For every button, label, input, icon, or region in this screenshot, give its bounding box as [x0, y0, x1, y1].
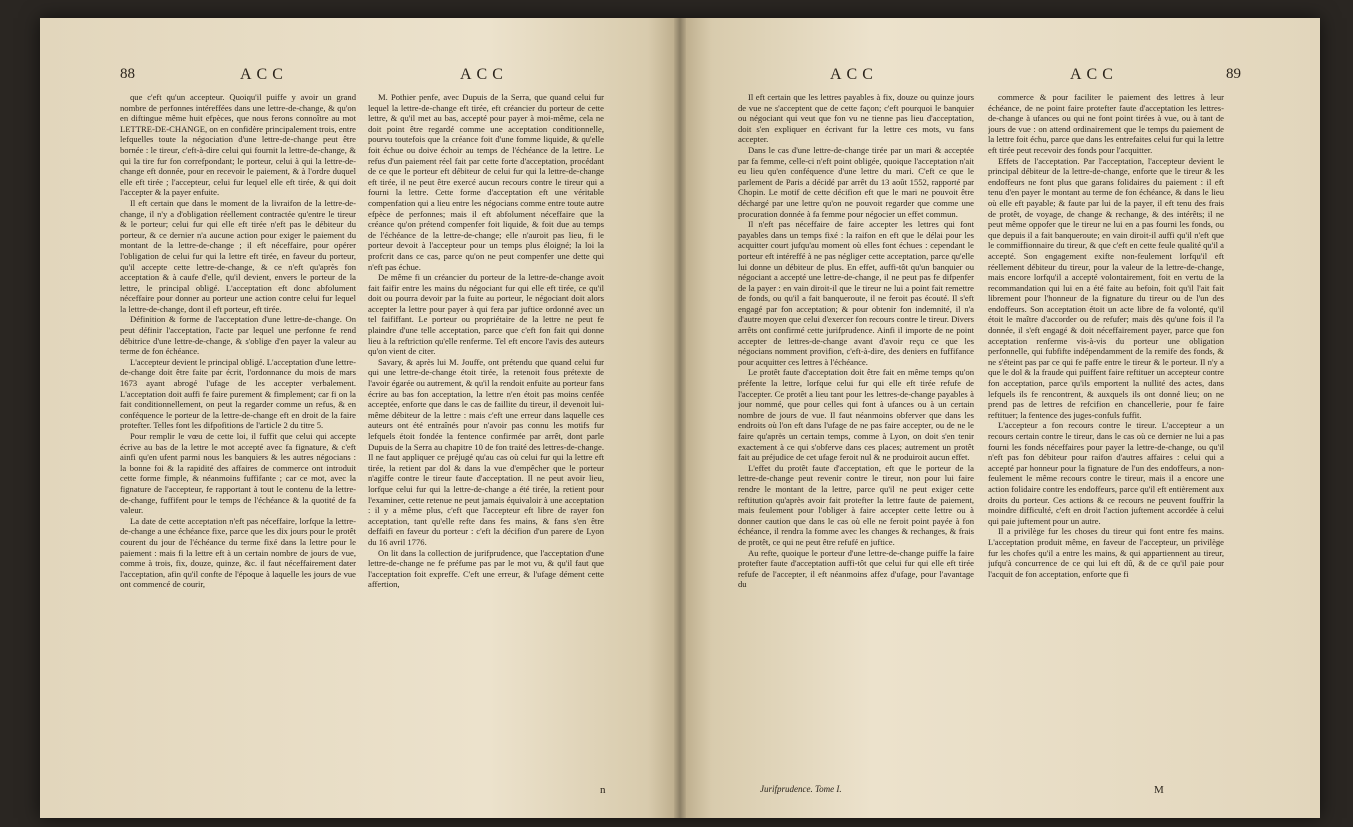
right-page [680, 18, 1320, 818]
paragraph: L'accepteur a fon recours contre le tireur. L'accepteur a un recours certain contre le tireur, dans le cas où ce dernier ne lui a pas fourni les fonds néceffaires pour payer la lettre-de-change, ou qu'il n'eft pas fon débiteur pour raifon d'autres affaires : celui qui a accepté par honneur pour la fignature de l'un des endoffeurs, a non-feulement le même recours contre le tireur, mais il a encore une action folidaire contre les endoffeurs, parce qu'il eft entièrement aux droits du porteur. Ces actions & ce recours ne peuvent fouffrir la moindre difficulté, c'eft en droit l'action juftement accordée à celui qui paie juftement pour un autre. [988, 420, 1224, 526]
paragraph: Dans le cas d'une lettre-de-change tirée par un mari & acceptée par fa femme, celle-ci n'eft point obligée, quoique l'acceptation n'ait eu lieu qu'en conféquence d'une lettre du mari. C'eft ce que le parlement de Paris a décidé par arrêt du 13 août 1552, rapporté par Chopin. Le motif de cette décifion eft que le mari ne pouvoit être déchargé par une lettre qu'on ne pouvoit regarder que comme une procuration donnée à fa femme pour négocier un effet commun. [738, 144, 974, 219]
paragraph: commerce & pour faciliter le paiement des lettres à leur échéance, de ne point faire protefter faute d'acceptation les lettres-de-change à ufances ou qui ne font point tirées à vue, ou à tant de jours de vue : on attend ordinairement que le temps du paiement de la lettre foit échu, parce que dans les entrefaites celui fur qui la lettre eft tirée peut recevoir des fonds pour l'acquitter. [988, 92, 1224, 155]
paragraph: L'effet du protêt faute d'acceptation, eft que le porteur de la lettre-de-change peut revenir contre le tireur, non pour lui faire rendre le montant de la lettre, parce qu'il ne peut exiger cette reftitution qu'après avoir fait protefter la lettre faute de paiement, mais feulement pour l'obliger à faire accepter cette lettre ou à donner caution que dans le cas où elle ne feroit point payée à fon échéance, il rendra la fomme avec les changes & rechanges, & frais de protêt, ce qui ne peut être refufé en juftice. [738, 462, 974, 547]
footer-volume-note: Jurifprudence. Tome I. [760, 784, 842, 794]
signature-mark-right: M [1154, 784, 1164, 796]
page-number-right: 89 [1226, 66, 1241, 82]
paragraph: La date de cette acceptation n'eft pas néceffaire, lorfque la lettre-de-change a une échéance fixe, parce que les dix jours pour le protêt courent du jour de l'échéance du terme fixé dans la lettre pour le paiement : mais fi la lettre eft à un certain nombre de jours de vue, comme à trois, fix, douze, quinze, &c. il faut néceffairement dater l'acceptation, afin qu'il confte de l'époque à laquelle les jours de vue ont commencé de courir, [120, 515, 356, 590]
paragraph: On lit dans la collection de jurifprudence, que l'acceptation d'une lettre-de-change ne fe préfume pas par le mot vu, & qu'il faut que l'acceptation foit expreffe. C'eft une erreur, & l'ufage dément cette affertion, [368, 547, 604, 590]
left-page-column-2 [368, 92, 604, 782]
paragraph: M. Pothier penfe, avec Dupuis de la Serra, que quand celui fur lequel la lettre-de-change eft tirée, eft créancier du porteur de cette lettre, & qu'il met au bas, accepté pour payer à moi-même, cela ne doit point être regardé comme une acceptation conditionnelle, pourvu toutefois que la créance foit d'une fomme liquide, & qu'elle foit échue ou doive échoir au temps de l'échéance de la lettre. Le refus d'un paiement réel fait par cette forte d'acceptation, procédant de ce que le porteur eft débiteur de celui fur qui la lettre-de-change eft tirée, il ne peut être exercé aucun recours contre le tireur qui a fourni la lettre. Cette forme d'acceptation eft une véritable compenfation qui a lieu entre les négocians comme entre toute autre efpèce de perfonnes; mais il eft abfolument néceffaire que la créance qu'on prétend compenfer foit liquide, & foit due au temps de l'échéance de la lettre-de-change; elle n'auroit pas lieu, fi le porteur devoit à l'accepteur pour un temps plus éloigné; la loi la profcrit dans ce cas, parce qu'on ne peut compenfer une dette qui n'eft pas échue. [368, 92, 604, 272]
paragraph: Il n'eft pas néceffaire de faire accepter les lettres qui font payables dans un temps fixé : la raifon en eft que le délai pour les acquitter court jufqu'au moment où elles font échues : cependant le porteur eft intéreffé à ne pas négliger cette acceptation, parce qu'elle lui donne un débiteur de plus. En effet, auffi-tôt qu'un banquier ou négociant a accepté une lettre-de-change, il ne peut pas fe difpenfer de la payer : en vain diroit-il que le tireur ne lui a point fait remettre de fonds, ou qu'il a fait banqueroute, il ne feroit pas écouté. Il s'eft engagé par fon acceptation; & pour obtenir fon indemnité, il n'a d'autre moyen que celui d'exercer fon recours contre le tireur. Divers arrêts ont confirmé cette jurifprudence. Ainfi il importe de ne point accepter de lettres-de-change avant d'avoir reçu ce que les négocians nomment provifion, c'eft-à-dire, des deniers en fuffifance pour acquitter ces lettres à l'échéance. [738, 219, 974, 367]
running-head-right-1: ACC [830, 66, 878, 83]
paragraph: Il eft certain que les lettres payables à fix, douze ou quinze jours de vue ne s'acceptent que de cette façon; c'eft pourquoi le banquier ou négociant qui veut que fon vu ne tienne pas lieu d'acceptation, doit s'en expliquer en écrivant fur la lettre ces mots, vu fans accepter. [738, 92, 974, 145]
book-spread [40, 18, 1320, 818]
paragraph: Au refte, quoique le porteur d'une lettre-de-change puiffe la faire protefter faute d'acceptation auffi-tôt que celui fur qui elle eft tirée refufe de l'accepter, il eft néanmoins affez d'ufage, pour l'avantage du [738, 547, 974, 590]
left-page [40, 18, 680, 818]
paragraph: Savary, & après lui M. Jouffe, ont prétendu que quand celui fur qui une lettre-de-change étoit tirée, la retenoit fous prétexte de l'avoir égarée ou autrement, & qu'il la rendoit enfuite au porteur fans écrire au bas fon acceptation, la lettre n'en étoit pas moins cenfée acceptée, enforte que dans le cas de faillite du tireur, il devenoit lui-même débiteur de la lettre : mais c'eft une erreur dans laquelle ces auteurs ont été entraînés pour n'avoir pas connu les motifs fur lefquels étoit fondée la fentence confirmée par arrêt, dont parle Dupuis de la Serra au chapitre 10 de fon traité des lettres-de-change. Il ne faut appliquer ce préjugé qu'au cas où celui fur qui la lettre eft tirée, la retient par dol & dans la vue d'empêcher que le porteur n'agiffe contre le tireur faute d'acceptation. Il ne peut avoir lieu, lorfque celui fur qui la lettre-de-change a été tirée, la retient pour l'examiner, cette retenue ne peut jamais équivaloir à une acceptation : il y a même plus, c'eft que l'accepteur eft libre de rayer fon acceptation, tant qu'elle refte dans fes mains, & fans s'en être deffaifi en faveur du porteur : c'eft la décifion d'un parere de Lyon du 16 avril 1776. [368, 356, 604, 547]
paragraph: que c'eft qu'un accepteur. Quoiqu'il puiffe y avoir un grand nombre de perfonnes intéreffées dans une lettre-de-change, & qu'on en diftingue même huit efpèces, que nous ferons connoître au mot LETTRE-DE-CHANGE, on en confidère principalement trois, entre lefquelles toute la négociation d'une lettre-de-change peut être bornée : le tireur, c'eft-à-dire celui qui fournit la lettre-de-change, & qui la tire fur fon correfpondant; le porteur, celui à qui la lettre-de-change eft donnée, pour en recevoir le paiement, & à l'ordre duquel elle eft tirée ; l'accepteur, celui fur lequel elle eft tirée, & qui doit l'accepter & la payer enfuite. [120, 92, 356, 198]
paragraph: Le protêt faute d'acceptation doit être fait en même temps qu'on préfente la lettre, lorfque celui fur qui elle eft tirée refufe de l'accepter. Ce protêt a lieu tant pour les lettres-de-change payables à jour nommé, que pour celles qui font à ufances ou à un certain nombre de jours de vue. Il faut néanmoins obferver que dans les endroits où l'on eft dans l'ufage de ne pas faire accepter, ou de ne le faire qu'après un certain temps, comme à Lyon, on doit s'en tenir exactement à ce qui s'obferve dans ces places; autrement un protêt fait au préjudice de cet ufage feroit nul & ne produiroit aucun effet. [738, 367, 974, 463]
running-head-left-1: ACC [240, 66, 288, 83]
signature-mark-left: n [600, 784, 606, 796]
right-page-column-1 [738, 92, 974, 782]
book-gutter [674, 18, 686, 818]
paragraph: L'accepteur devient le principal obligé. L'acceptation d'une lettre-de-change doit être faite par écrit, l'ordonnance du mois de mars 1673 ayant abrogé l'ufage de les accepter verbalement. L'acceptation doit auffi fe faire purement & fimplement; car fi on la fait conditionnellement, on peut la regarder comme un refus, & en conféquence le porteur de la lettre-de-change eft en droit de la faire protefter. Telles font les difpofitions de l'article 2 du titre 5. [120, 356, 356, 431]
left-page-column-1 [120, 92, 356, 782]
paragraph: Définition & forme de l'acceptation d'une lettre-de-change. On peut définir l'acceptation, l'acte par lequel une perfonne fe rend débitrice d'une lettre-de-change, & s'oblige d'en payer la valeur au terme de fon échéance. [120, 314, 356, 357]
paragraph: Il eft certain que dans le moment de la livraifon de la lettre-de-change, il n'y a d'obligation réellement contractée qu'entre le tireur & le porteur; celui fur qui elle eft tirée n'eft pas le débiteur du porteur, & ce dernier n'a aucune action pour exiger le paiement du montant de la lettre-de-change ; il eft néceffaire, pour opérer l'obligation de celui fur qui la lettre eft tirée, en faveur du porteur, qu'il accepte cette lettre-de-change, & ce n'eft qu'après fon acceptation & à caufe d'elle, qu'il devient, envers le porteur de la lettre, le principal obligé. L'acceptation eft donc abfolument néceffaire pour donner au porteur une action contre celui fur lequel la lettre-de-change, dont il eft porteur, eft tirée. [120, 197, 356, 314]
running-head-right-2: ACC [1070, 66, 1118, 83]
paragraph: Effets de l'acceptation. Par l'acceptation, l'accepteur devient le principal débiteur de la lettre-de-change, enforte que le tireur & les endoffeurs ne font plus que garans folidaires du paiement : il eft tenu d'en payer le montant au terme de fon échéance, & dans le lieu où elle eft payable; & faute par lui de la payer, il eft tenu des frais de protêt, de voyage, de change & rechange, & des intérêts; il ne peut même oppofer que le tireur ne lui en a pas fourni les fonds, ou que depuis il a fait banqueroute; en vain diroit-il auffi qu'il n'eft que le commiffionnaire du tireur, & que c'eft en cette feule qualité qu'il a accepté. Son engagement exifte non-feulement lorfqu'il eft réellement débiteur du tireur, pour la valeur de la lettre-de-change, mais encore lorfqu'il a accepté volontairement, foit en vertu de la recommandation qui lui en a été faite au befoin, foit qu'il l'ait fait librement pour l'honneur de la fignature du tireur ou de l'un des endoffeurs. Son acceptation étoit un acte libre de fa volonté, qu'il étoit le maître d'accorder ou de refufer; mais dès qu'une fois il l'a donnée, il s'eft engagé & doit néceffairement payer, parce que fon acceptation renferme vis-à-vis du porteur une obligation perfonnelle, qui fubfifte indépendamment de la remife des fonds, & ne s'éteint pas par ce qui fe paffe entre le tireur & le porteur. Il n'y a que le dol & la fraude qui puiffent faire reftituer un accepteur contre fon acceptation, parce qu'ils emportent la nullité des actes, dans lefquels ils fe rencontrent, & auxquels ils ont donné lieu; on ne prend pas de lettres de refcifion en chancellerie, pour fe faire reftituer; la fentence des juges-confuls fuffit. [988, 155, 1224, 420]
paragraph: Pour remplir le vœu de cette loi, il fuffit que celui qui accepte écrive au bas de la lettre le mot accepté avec fa fignature, & c'eft ainfi qu'en ufent parmi nous les banquiers & les autres négocians : la bonne foi & la rapidité des affaires de commerce ont introduit cette forme fimple, & néanmoins fuffifante ; car ce mot, avec la fignature de l'accepteur, fe rapportant à tout le contenu de la lettre-de-change, fuffifent pour le temps de l'échéance & la quotité de fa valeur. [120, 431, 356, 516]
paragraph: De même fi un créancier du porteur de la lettre-de-change avoit fait faifir entre les mains du négociant fur qui elle eft tirée, ce qu'il doit ou pourra devoir par la fuite au porteur, le négociant doit alors accepter la lettre pour payer à qui fera par juftice ordonné avec un tel faififfant. Le porteur ou propriétaire de la lettre ne peut fe plaindre d'une telle acceptation, parce que c'eft fon fait qui donne lieu à la reftriction qu'elle renferme. Tel eft encore l'avis des auteurs qu'on vient de citer. [368, 272, 604, 357]
page-number-left: 88 [120, 66, 135, 82]
right-page-column-2 [988, 92, 1224, 782]
running-head-left-2: ACC [460, 66, 508, 83]
paragraph: Il a privilège fur les choses du tireur qui font entre fes mains. L'acceptation produit même, en faveur de l'accepteur, un privilège fur les chofes qu'il a entre les mains, & qui appartiennent au tireur, jufqu'à concurrence de ce qui lui eft dû, & de ce qu'il paie pour l'acquit de fon acceptation, enforte que fi [988, 526, 1224, 579]
